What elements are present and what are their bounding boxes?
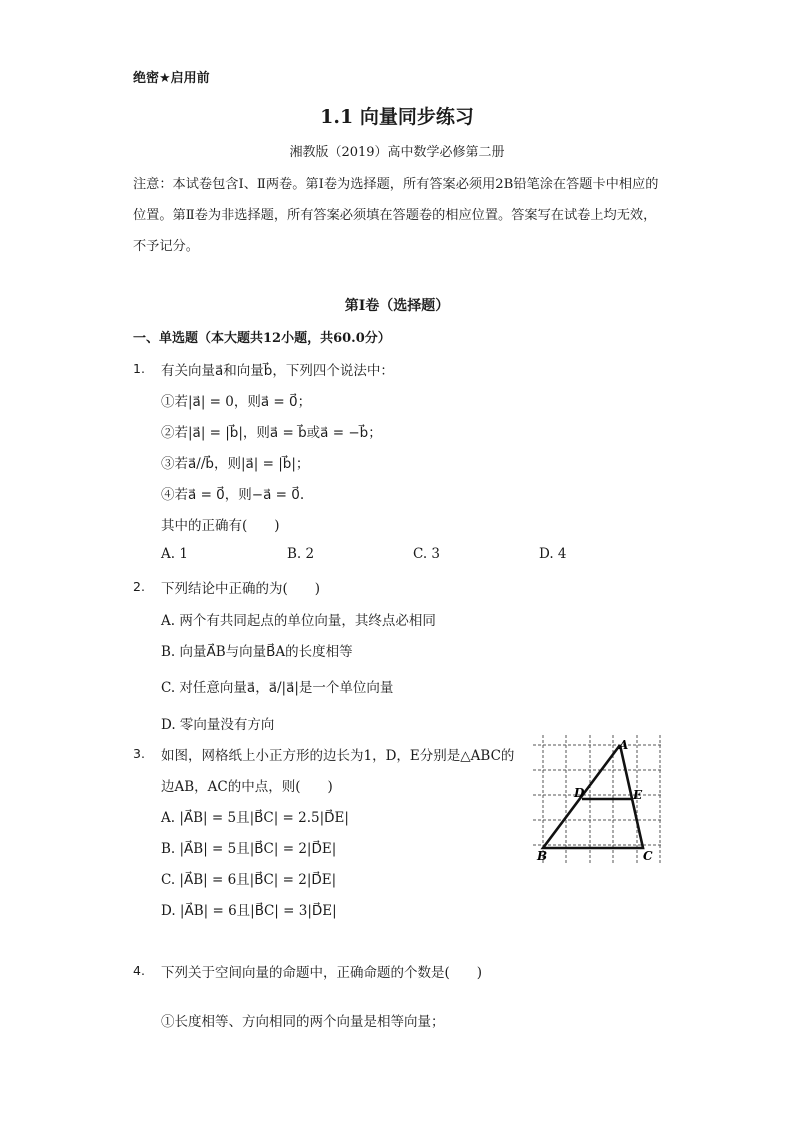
question-stem: 边AB，AC的中点，则( ) bbox=[161, 779, 333, 795]
label-c: C bbox=[643, 849, 653, 863]
grid-triangle-diagram bbox=[533, 735, 663, 865]
question-stem: 下列关于空间向量的命题中，正确命题的个数是( ) bbox=[161, 965, 483, 981]
option-c[interactable]: C. |A⃗B| = 6且|B⃗C| = 2|D⃗E| bbox=[161, 872, 337, 888]
question-number: 3. bbox=[133, 746, 145, 761]
triangle-abc bbox=[543, 745, 643, 848]
question-stem: 如图，网格纸上小正方形的边长为1，D，E分别是△ABC的 bbox=[161, 748, 515, 764]
page-title: 1.1 向量同步练习 bbox=[320, 106, 474, 128]
option-b[interactable]: B. 2 bbox=[287, 546, 315, 562]
statement-item: ①若|a⃗| = 0，则a⃗ = 0⃗； bbox=[161, 394, 312, 410]
option-a[interactable]: A. |A⃗B| = 5且|B⃗C| = 2.5|D⃗E| bbox=[161, 810, 349, 826]
question-stem: 下列结论中正确的为( ) bbox=[161, 581, 321, 597]
section-title: 第Ⅰ卷（选择题） bbox=[344, 298, 450, 314]
question-number: 2. bbox=[133, 579, 145, 594]
triangle-grid-figure bbox=[533, 735, 663, 865]
option-a[interactable]: A. 1 bbox=[161, 546, 188, 562]
question-number: 4. bbox=[133, 963, 145, 978]
part-heading: 一、单选题（本大题共12小题，共60.0分） bbox=[133, 331, 391, 346]
option-c[interactable]: C. 对任意向量a⃗，a⃗/|a⃗|是一个单位向量 bbox=[161, 680, 394, 696]
label-b: B bbox=[537, 849, 548, 863]
option-b[interactable]: B. |A⃗B| = 5且|B⃗C| = 2|D⃗E| bbox=[161, 841, 337, 857]
question-stem: 有关向量a⃗和向量b⃗，下列四个说法中： bbox=[161, 363, 394, 379]
option-d[interactable]: D. 4 bbox=[539, 546, 567, 562]
page-subtitle: 湘教版（2019）高中数学必修第二册 bbox=[289, 145, 505, 160]
label-d: D bbox=[574, 786, 585, 800]
option-c[interactable]: C. 3 bbox=[413, 546, 441, 562]
option-b[interactable]: B. 向量A⃗B与向量B⃗A的长度相等 bbox=[161, 644, 353, 660]
exam-notice: 注意：本试卷包含Ⅰ、Ⅱ两卷。第Ⅰ卷为选择题，所有答案必须用2B铅笔涂在答题卡中相应的位置。第Ⅱ卷为非选择题，所有答案必须填在答题卷的相应位置。答案写在试卷上均无效，不予记分。 bbox=[133, 177, 659, 254]
statement-item: ①长度相等、方向相同的两个向量是相等向量； bbox=[161, 1014, 445, 1030]
statement-item: ④若a⃗ = 0⃗，则−a⃗ = 0⃗. bbox=[161, 487, 305, 503]
option-d[interactable]: D. 零向量没有方向 bbox=[161, 717, 275, 733]
question-tail: 其中的正确有( ) bbox=[161, 518, 280, 534]
question-number: 1. bbox=[133, 361, 145, 376]
statement-item: ③若a⃗//b⃗，则|a⃗| = |b⃗|； bbox=[161, 456, 310, 472]
label-a: A bbox=[619, 738, 629, 752]
label-e: E bbox=[633, 788, 643, 802]
confidential-label: 绝密★启用前 bbox=[133, 71, 210, 86]
statement-item: ②若|a⃗| = |b⃗|，则a⃗ = b⃗或a⃗ = −b⃗； bbox=[161, 425, 382, 441]
option-d[interactable]: D. |A⃗B| = 6且|B⃗C| = 3|D⃗E| bbox=[161, 903, 337, 919]
option-a[interactable]: A. 两个有共同起点的单位向量，其终点必相同 bbox=[161, 613, 436, 629]
